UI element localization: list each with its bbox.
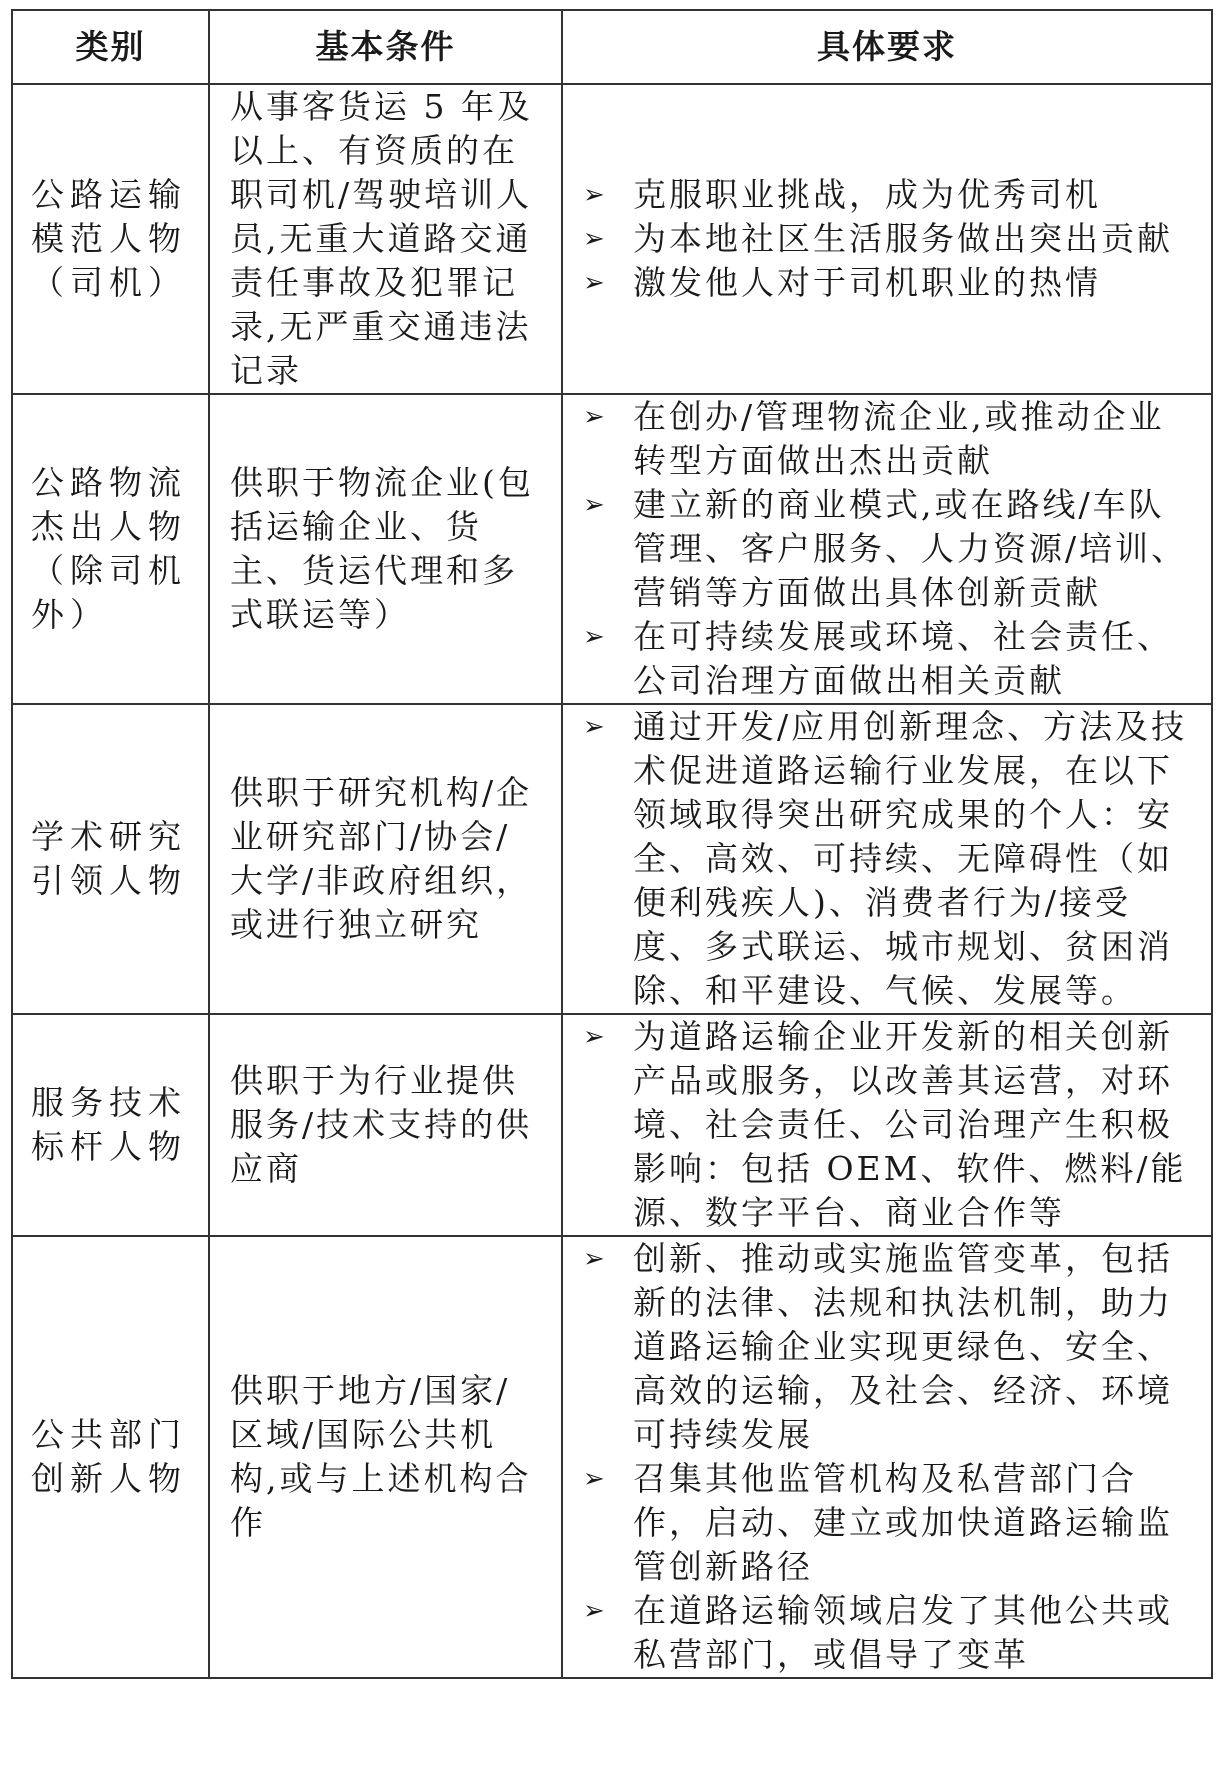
requirement-item bbox=[583, 1015, 1193, 1235]
table-row bbox=[12, 704, 1212, 1014]
condition-cell: 供职于研究机构/企业研究部门/协会/大学/非政府组织，或进行独立研究 bbox=[209, 704, 562, 1014]
awards-criteria-table bbox=[11, 9, 1213, 1679]
arrowhead-bullet-icon: ➢ bbox=[583, 1022, 605, 1052]
arrowhead-bullet-icon: ➢ bbox=[583, 224, 605, 254]
header-specific-requirements: 具体要求 bbox=[562, 10, 1212, 84]
requirement-text: 为本地社区生活服务做出突出贡献 bbox=[633, 219, 1173, 258]
requirement-item bbox=[583, 261, 1193, 305]
requirement-text: 建立新的商业模式,或在路线/车队管理、客户服务、人力资源/培训、营销等方面做出具体创新贡献 bbox=[633, 485, 1188, 612]
requirement-text: 通过开发/应用创新理念、方法及技术促进道路运输行业发展，在以下领域取得突出研究成果的个人：安全、高效、可持续、无障碍性（如便利残疾人)、消费者行为/接受度、多式联运、城市规划、贫困消除、和平建设、气候、发展等。 bbox=[633, 707, 1188, 1010]
header-row bbox=[12, 10, 1212, 84]
condition-cell: 供职于地方/国家/区域/国际公共机构,或与上述机构合作 bbox=[209, 1236, 562, 1678]
category-cell: 公共部门创新人物 bbox=[12, 1236, 209, 1678]
arrowhead-bullet-icon: ➢ bbox=[583, 622, 605, 652]
requirements-cell bbox=[562, 394, 1212, 704]
requirements-cell bbox=[562, 704, 1212, 1014]
table-row bbox=[12, 394, 1212, 704]
requirement-text: 激发他人对于司机职业的热情 bbox=[633, 263, 1101, 302]
arrowhead-bullet-icon: ➢ bbox=[583, 712, 605, 742]
category-cell: 公路运输模范人物（司机） bbox=[12, 84, 209, 394]
requirements-list bbox=[583, 705, 1193, 1013]
requirement-item bbox=[583, 1237, 1193, 1457]
arrowhead-bullet-icon: ➢ bbox=[583, 1596, 605, 1626]
arrowhead-bullet-icon: ➢ bbox=[583, 402, 605, 432]
header-basic-conditions: 基本条件 bbox=[209, 10, 562, 84]
condition-cell: 供职于为行业提供服务/技术支持的供应商 bbox=[209, 1014, 562, 1236]
category-cell: 学术研究引领人物 bbox=[12, 704, 209, 1014]
requirements-list bbox=[583, 173, 1193, 305]
arrowhead-bullet-icon: ➢ bbox=[583, 180, 605, 210]
requirement-text: 在可持续发展或环境、社会责任、公司治理方面做出相关贡献 bbox=[633, 617, 1173, 700]
category-cell: 公路物流杰出人物（除司机外） bbox=[12, 394, 209, 704]
requirement-text: 克服职业挑战，成为优秀司机 bbox=[633, 175, 1101, 214]
table-row bbox=[12, 1014, 1212, 1236]
requirements-cell bbox=[562, 84, 1212, 394]
requirement-text: 在创办/管理物流企业,或推动企业转型方面做出杰出贡献 bbox=[633, 397, 1165, 480]
table-row bbox=[12, 1236, 1212, 1678]
requirement-item bbox=[583, 217, 1193, 261]
requirement-text: 创新、推动或实施监管变革，包括新的法律、法规和执法机制，助力道路运输企业实现更绿色、安全、高效的运输，及社会、经济、环境可持续发展 bbox=[633, 1239, 1173, 1454]
requirement-item bbox=[583, 615, 1193, 703]
requirement-item bbox=[583, 395, 1193, 483]
requirements-cell bbox=[562, 1236, 1212, 1678]
requirement-text: 召集其他监管机构及私营部门合作，启动、建立或加快道路运输监管创新路径 bbox=[633, 1459, 1173, 1586]
requirements-list bbox=[583, 395, 1193, 703]
requirements-list bbox=[583, 1015, 1193, 1235]
arrowhead-bullet-icon: ➢ bbox=[583, 490, 605, 520]
requirement-item bbox=[583, 1457, 1193, 1589]
requirements-list bbox=[583, 1237, 1193, 1677]
requirements-cell bbox=[562, 1014, 1212, 1236]
arrowhead-bullet-icon: ➢ bbox=[583, 268, 605, 298]
table-row bbox=[12, 84, 1212, 394]
requirement-item bbox=[583, 1589, 1193, 1677]
requirement-text: 在道路运输领域启发了其他公共或私营部门，或倡导了变革 bbox=[633, 1591, 1173, 1674]
category-cell: 服务技术标杆人物 bbox=[12, 1014, 209, 1236]
condition-cell: 供职于物流企业(包括运输企业、货主、货运代理和多式联运等） bbox=[209, 394, 562, 704]
arrowhead-bullet-icon: ➢ bbox=[583, 1464, 605, 1494]
requirement-text: 为道路运输企业开发新的相关创新产品或服务，以改善其运营，对环境、社会责任、公司治理产生积极影响：包括 OEM、软件、燃料/能源、数字平台、商业合作等 bbox=[633, 1017, 1187, 1232]
requirement-item bbox=[583, 483, 1193, 615]
requirement-item bbox=[583, 705, 1193, 1013]
condition-cell: 从事客货运 5 年及以上、有资质的在职司机/驾驶培训人员,无重大道路交通责任事故及犯罪记录,无严重交通违法记录 bbox=[209, 84, 562, 394]
requirement-item bbox=[583, 173, 1193, 217]
header-category: 类别 bbox=[12, 10, 209, 84]
arrowhead-bullet-icon: ➢ bbox=[583, 1244, 605, 1274]
